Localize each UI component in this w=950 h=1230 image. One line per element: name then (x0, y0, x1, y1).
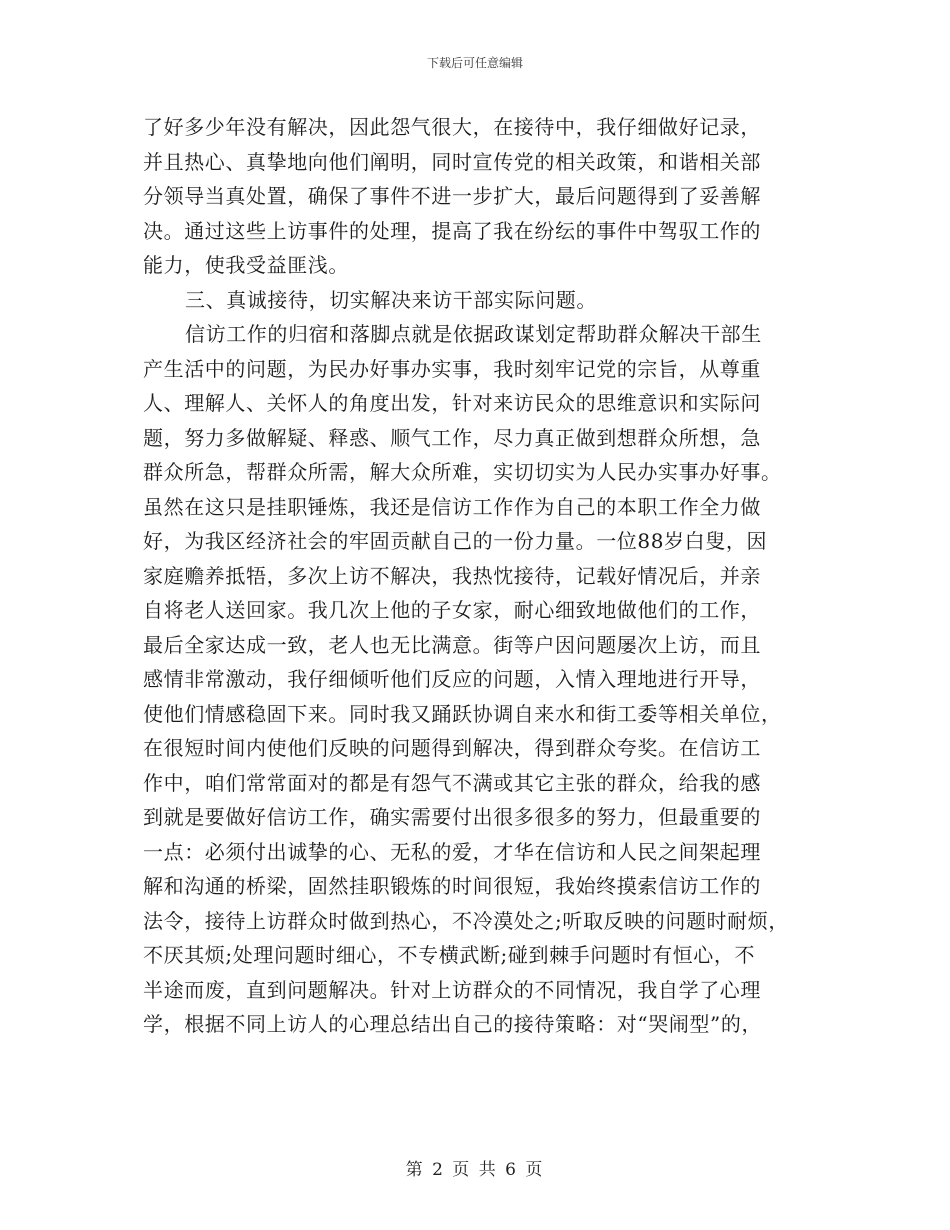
text-line: 解和沟通的桥梁，固然挂职锻炼的时间很短，我始终摸索信访工作的 (143, 874, 761, 898)
text-line: 产生活中的问题，为民办好事办实事，我时刻牢记党的宗旨，从尊重 (143, 356, 761, 381)
text-line: 家庭赡养抵牾，多次上访不解决，我热忱接待，记载好情况后，并亲 (143, 563, 761, 588)
text-line: 半途而废，直到问题解决。针对上访群众的不同情况，我自学了心理 (143, 977, 761, 1002)
text-line: 并且热心、真挚地向他们阐明，同时宣传党的相关政策，和谐相关部 (143, 149, 761, 174)
text-line: 作中，咱们常常面对的都是有怨气不满或其它主张的群众，给我的感 (143, 770, 761, 795)
page-number: 第 2 页 共 6 页 (405, 1160, 545, 1180)
text-line: 使他们情感稳固下来。同时我又踊跃协调自来水和街工委等相关单位， (143, 701, 782, 726)
text-line: 决。通过这些上访事件的处理，提高了我在纷纭的事件中驾驭工作的 (143, 218, 761, 243)
text-line: 好，为我区经济社会的牢固贡献自己的一份力量。一位88岁白叟，因 (143, 529, 768, 553)
text-line: 感情非常激动，我仔细倾听他们反应的问题，入情入理地进行开导， (143, 667, 761, 691)
text-line: 题，努力多做解疑、释惑、顺气工作，尽力真正做到想群众所想，急 (143, 425, 761, 450)
text-line: 学，根据不同上访人的心理总结出自己的接待策略：对“哭闹型”的， (143, 1012, 763, 1036)
text-line: 虽然在这只是挂职锤炼，我还是信访工作作为自己的本职工作全力做 (143, 494, 761, 519)
text-line: 一点：必须付出诚挚的心、无私的爱，才华在信访和人民之间架起理 (143, 839, 761, 864)
text-line: 了好多少年没有解决，因此怨气很大，在接待中，我仔细做好记录， (143, 115, 761, 139)
text-line: 最后全家达成一致，老人也无比满意。街等户因问题屡次上访，而且 (143, 632, 761, 657)
text-line: 人、理解人、关怀人的角度出发，针对来访民众的思维意识和实际问 (143, 391, 761, 415)
document-body (143, 110, 823, 1042)
text-line: 分领导当真处置，确保了事件不进一步扩大，最后问题得到了妥善解 (143, 184, 761, 208)
text-line: 不厌其烦;处理问题时细心，不专横武断;碰到棘手问题时有恒心，不 (143, 943, 756, 967)
text-line: 能力，使我受益匪浅。 (143, 253, 349, 277)
text-line: 自将老人送回家。我几次上他的子女家，耐心细致地做他们的工作， (143, 598, 761, 622)
text-line: 在很短时间内使他们反映的问题得到解决，得到群众夸奖。在信访工 (143, 736, 761, 760)
text-line: 三、真诚接待，切实解决来访干部实际问题。 (185, 287, 597, 312)
text-line: 到就是要做好信访工作，确实需要付出很多很多的努力，但最重要的 (143, 805, 761, 829)
text-line: 群众所急，帮群众所需，解大众所难，实切切实为人民办实事办好事。 (143, 460, 782, 484)
text-line: 信访工作的归宿和落脚点就是依据政谋划定帮助群众解决干部生 (185, 322, 762, 346)
text-line: 法令，接待上访群众时做到热心，不冷漠处之;听取反映的问题时耐烦， (143, 908, 789, 933)
page-header: 下载后可任意编辑 (426, 56, 523, 70)
